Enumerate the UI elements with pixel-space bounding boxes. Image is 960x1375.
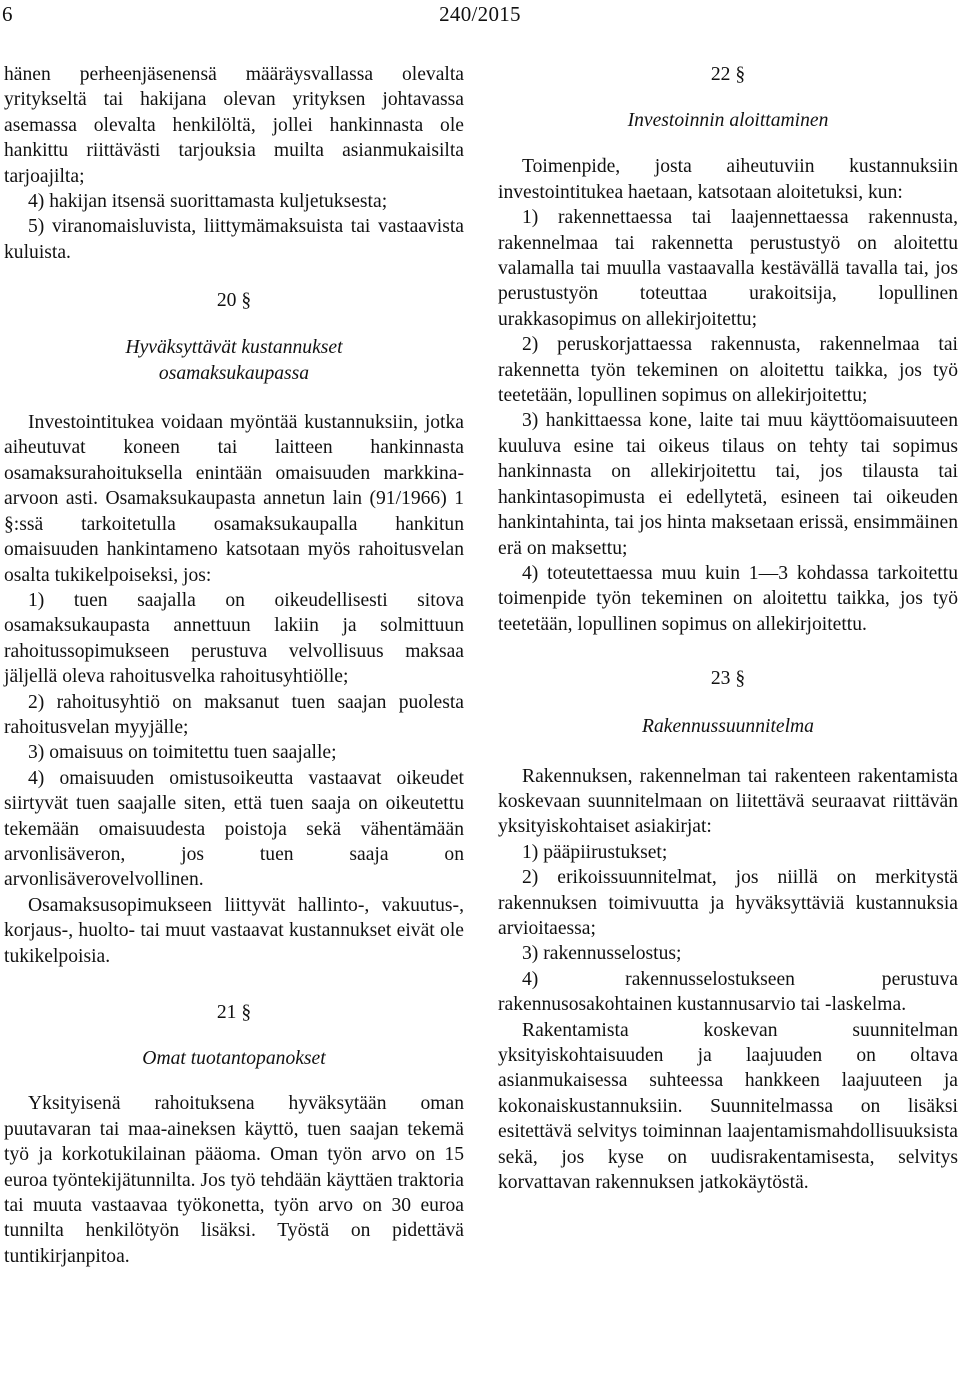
list-item: 1) pääpiirustukset; <box>522 841 668 863</box>
document-id: 240/2015 <box>439 2 521 26</box>
paragraph: Toimenpide, josta aiheutuviin kustannuksiin investointitukea haetaan, katsotaan aloitetuksi, kun: <box>498 156 958 203</box>
section-title: Investoinnin aloittaminen <box>627 110 829 131</box>
list-item: 3) hankittaessa kone, laite tai muu käyttöomaisuuteen kuuluva esine tai oikeus tilaus on tehty tai sopimus hankinnasta on allekirjoitettu tai, jos tilausta tai hankintasopimusta ei edellytetä, esineen tai oikeuden hankintahinta, tai jos hinta maksetaan erissä, ensimmäinen erä on maksettu; <box>498 410 958 559</box>
paragraph: Yksityisenä rahoituksena hyväksytään oman puutavaran tai maa-aineksen käyttö, tuen saajan tekemä työ ja korkotukilainan pääoma. Oman työn arvo on 15 euroa työntekijätunnilta. Jos työ tehdään käyttäen traktoria tai muuta vastaavaa työkonetta, työn arvo on 30 euroa tunnilta henkilötyön lisäksi. Työstä on pidettävä tuntikirjanpitoa. <box>4 1093 464 1267</box>
list-item: 4) rakennusselostukseen perustuva rakennusosakohtainen kustannusarvio tai -laskelma. <box>498 968 958 1016</box>
list-item: 2) erikoissuunnitelmat, jos niillä on merkitystä rakennuksen toimivuutta ja hyväksyttäviä kustannuksia arvioitaessa; <box>498 867 958 939</box>
section-number: 23 § <box>710 668 746 690</box>
section-number: 20 § <box>216 290 252 312</box>
left-column <box>4 62 464 1269</box>
list-item: 4) omaisuuden omistusoikeutta vastaavat oikeudet siirtyvät tuen saajalle siten, että tuen saaja on oikeutettu tekemään omaisuudesta poistoja sekä vähentämään arvonlisäveron, jos tuen saaja on arvonlisäverovelvollinen. <box>4 767 464 891</box>
paragraph: Osamaksusopimukseen liittyvät hallinto-, vakuutus-, korjaus-, huolto- tai muut vastaavat kustannukset eivät ole tukikelpoisia. <box>4 894 464 967</box>
right-column <box>498 62 958 1195</box>
paragraph: Investointitukea voidaan myöntää kustannuksiin, jotka aiheutuvat koneen tai laitteen hankinnasta osamaksurahoituksella enintään omaisuuden markkina-arvoon asti. Osamaksukaupasta annetun lain (91/1966) 1 §:ssä tarkoitetulla osamaksukaupalla hankitun omaisuuden hankintameno katsotaan myös rahoitusvelan osalta tukikelpoiseksi, jos: <box>4 412 464 586</box>
section-title: Omat tuotantopanokset <box>142 1048 326 1069</box>
list-item: 3) omaisuus on toimitettu tuen saajalle; <box>28 742 337 764</box>
paragraph: Rakentamista koskevan suunnitelman yksityiskohtaisuuden ja laajuuden on oltava asianmukaisessa suhteessa hankkeen laajuuteen ja kokonaiskustannuksiin. Suunnitelmassa on lisäksi esitettävä selvitys toiminnan laajentamismahdollisuuksista sekä, jos kyse on uudisrakentamisesta, selvitys korvattavan rakennuksen jatkokäytöstä. <box>498 1019 958 1194</box>
list-item: 4) hakijan itsensä suorittamasta kuljetuksesta; <box>28 191 388 213</box>
section-title: Hyväksyttävät kustannukset osamaksukaupassa <box>125 337 343 384</box>
page-number: 6 <box>2 2 13 26</box>
paragraph: Rakennuksen, rakennelman tai rakenteen rakentamista koskevaan suunnitelmaan on liitettävä seuraavat riittävän yksityiskohtaiset asiakirjat: <box>498 765 958 838</box>
list-item: 4) toteutettaessa muu kuin 1—3 kohdassa tarkoitettu toimenpide työn tekeminen on aloitettu taikka, jos työ teetetään, lopullinen sopimus on allekirjoitettu. <box>498 562 958 635</box>
list-item: 3) rakennusselostus; <box>522 943 682 965</box>
list-item: 2) rahoitusyhtiö on maksanut tuen saajan puolesta rahoitusvelan myyjälle; <box>4 691 464 738</box>
intro-text: hänen perheenjäsenensä määräysvallassa olevalta yritykseltä tai hakijana olevan yrityksen johtavassa asemassa olevalta henkilöltä, jollei hankinnasta ole hankittu riittävästi tarjouksia muilta asianmukaisilta tarjoajilta; <box>4 64 464 187</box>
section-title: Rakennussuunnitelma <box>642 716 814 738</box>
list-item: 2) peruskorjattaessa rakennusta, rakennelmaa tai rakennetta työn tekeminen on aloitettu taikka, jos työ teetetään, lopullinen sopimus on allekirjoitettu; <box>498 334 958 407</box>
list-item: 1) tuen saajalla on oikeudellisesti sitova osamaksukaupasta annettuun lakiin ja solmittuun rahoitussopimukseen perustuva velvollisuus maksaa jäljellä oleva rahoitusvelka rahoitusyhtiölle; <box>4 589 464 688</box>
section-number: 21 § <box>216 1002 252 1023</box>
list-item: 5) viranomaisluvista, liittymämaksuista tai vastaavista kuluista. <box>4 216 464 263</box>
section-number: 22 § <box>710 64 746 85</box>
list-item: 1) rakennettaessa tai laajennettaessa rakennusta, rakennelmaa tai rakennetta perustustyö on aloitettu valamalla tai muulla vastaavalla kestävällä tavalla tai, jos perustustyön toteuttaa urakoitsija, lopullinen urakkasopimus on allekirjoitettu; <box>498 207 958 330</box>
